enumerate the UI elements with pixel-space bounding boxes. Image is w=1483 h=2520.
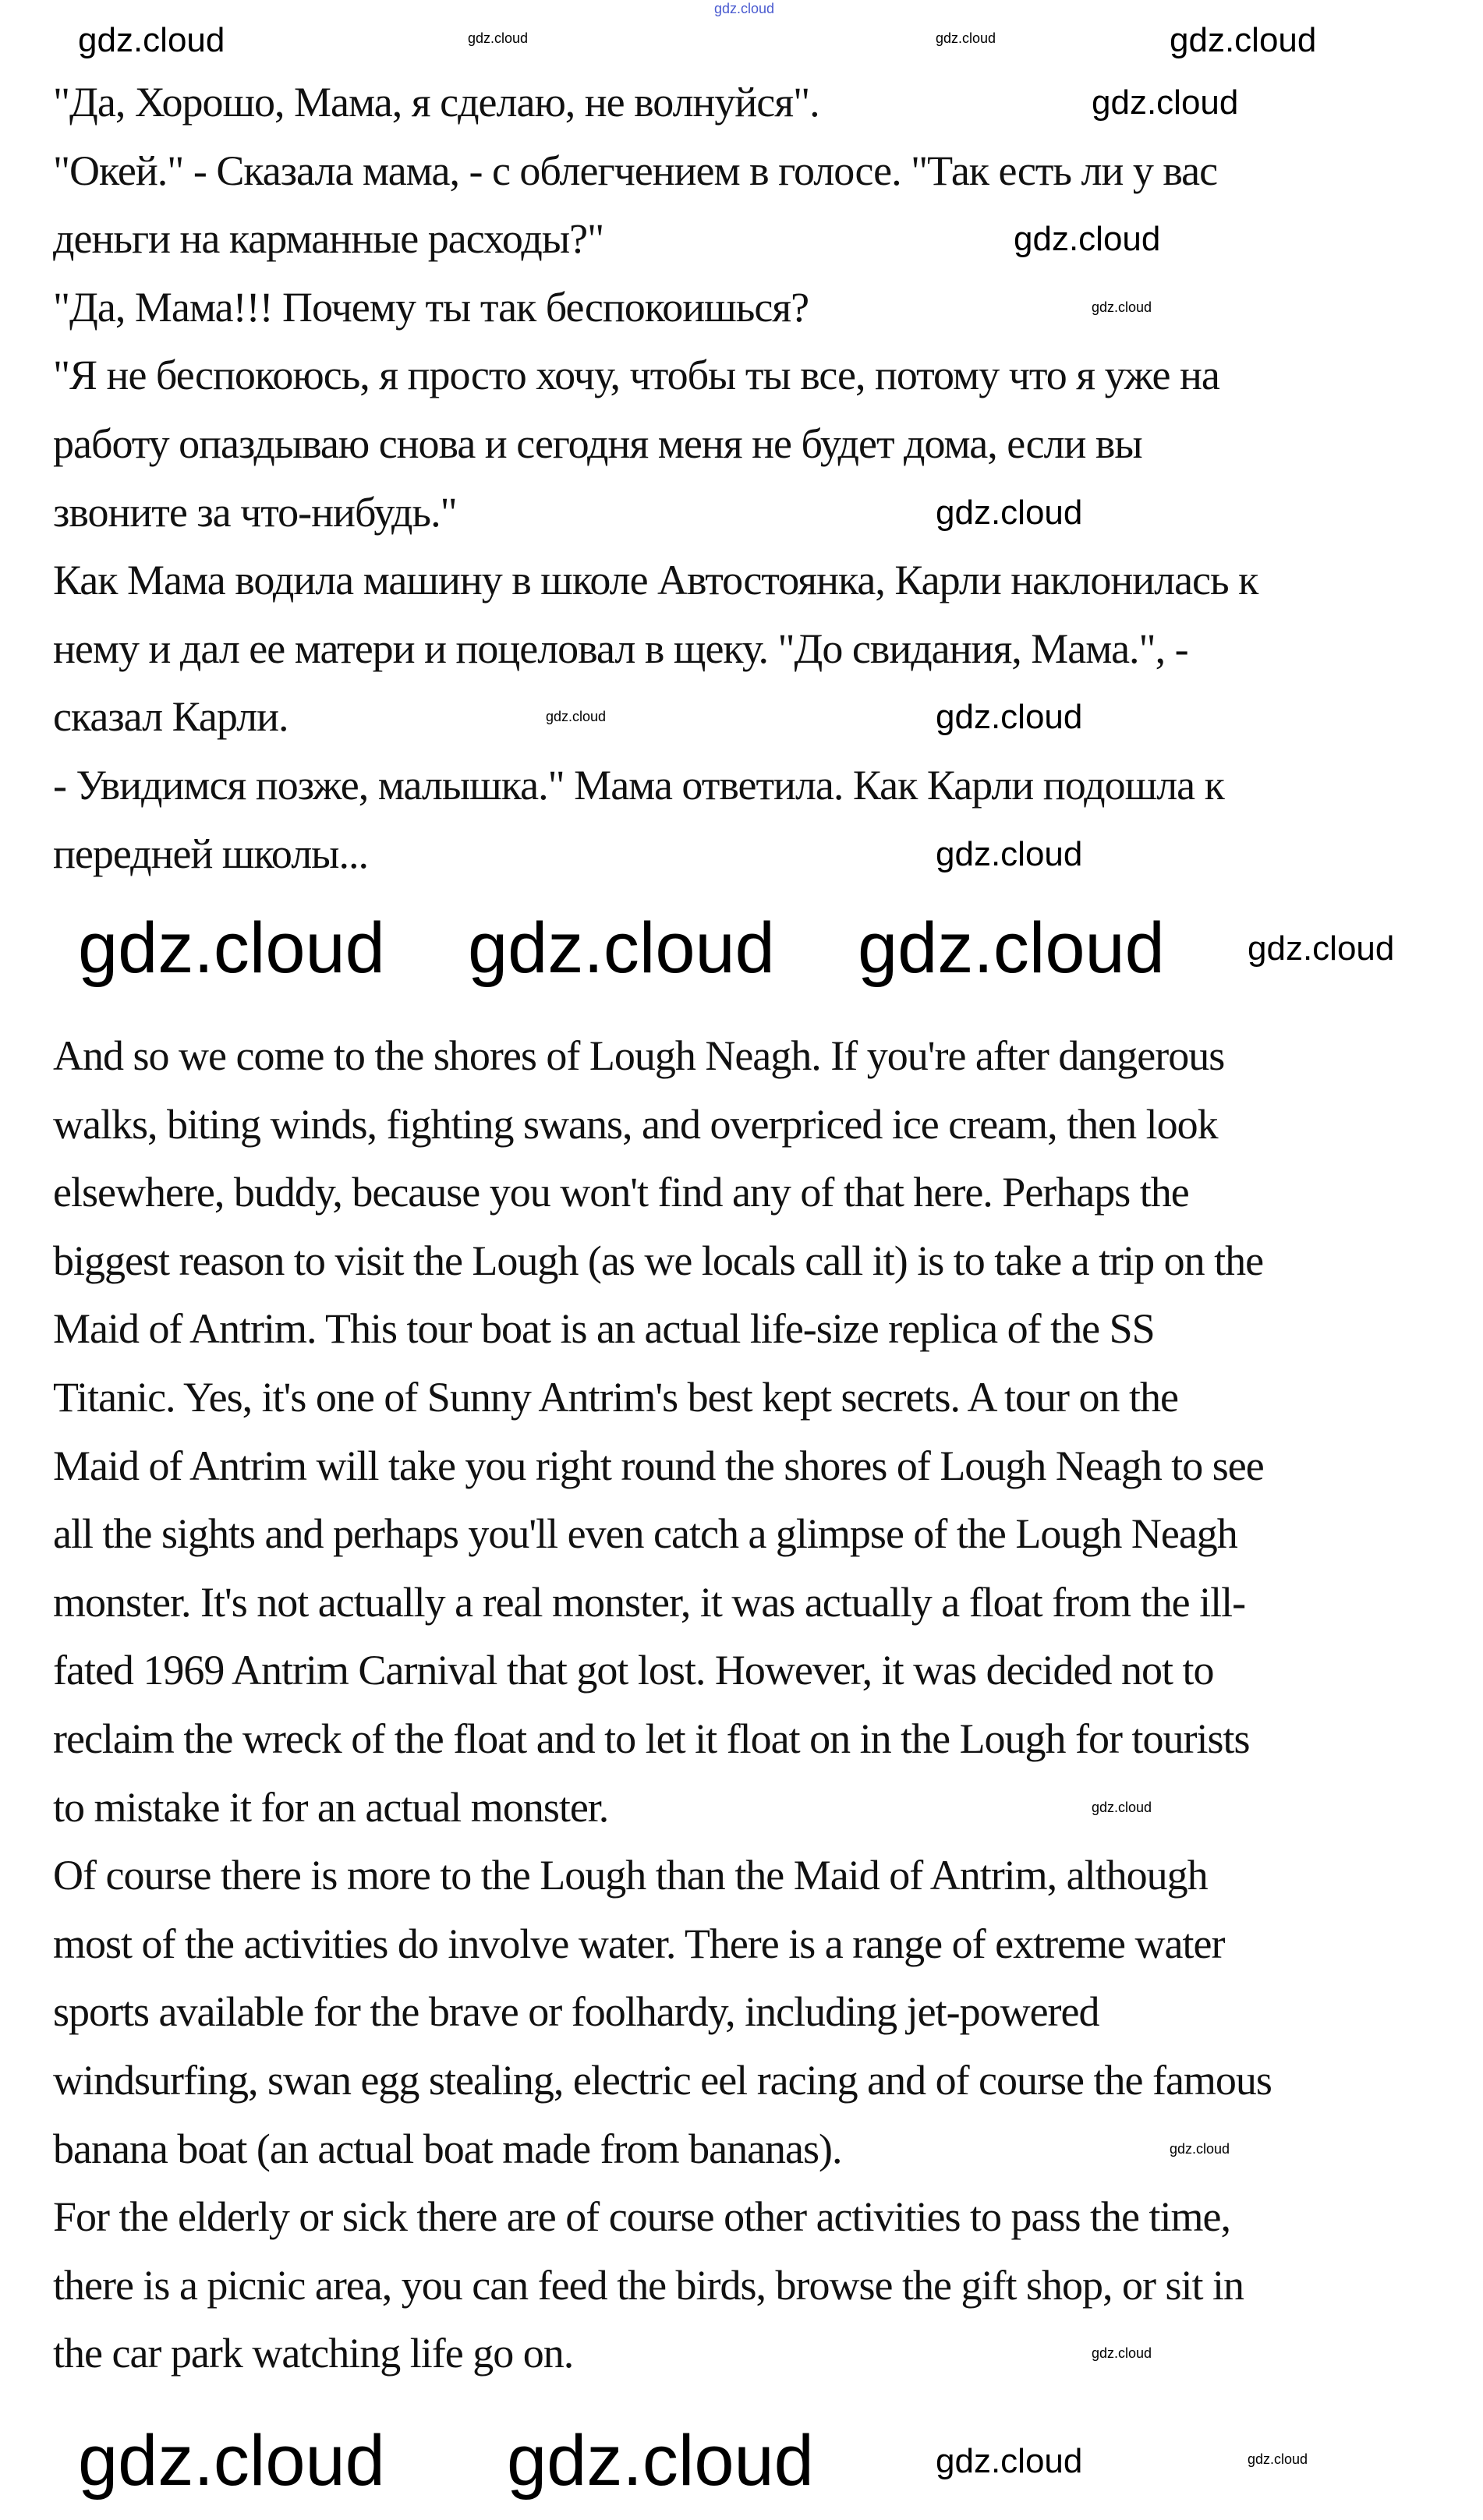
watermark: gdz.cloud [936, 835, 1083, 873]
text-line: "Окей." - Сказала мама, - с облегчением в голосе. "Так есть ли у вас [53, 147, 1218, 194]
text-line: there is a picnic area, you can feed the birds, browse the gift shop, or sit in [53, 2261, 1244, 2309]
text-line: reclaim the wreck of the float and to let it float on in the Lough for tourists [53, 1715, 1250, 1762]
watermark: gdz.cloud [714, 1, 775, 16]
text-line: "Да, Мама!!! Почему ты так беспокоишься? [53, 283, 809, 331]
text-line: нему и дал ее матери и поцеловал в щеку. "До свидания, Мама.", - [53, 625, 1188, 672]
text-line: windsurfing, swan egg stealing, electric eel racing and of course the famous [53, 2056, 1272, 2104]
text-line: most of the activities do involve water. There is a range of extreme water [53, 1920, 1225, 1967]
text-line: the car park watching life go on. [53, 2330, 574, 2377]
text-line: monster. It's not actually a real monster, it was actually a float from the ill- [53, 1578, 1246, 1626]
text-line: "Я не беспокоюсь, я просто хочу, чтобы ты все, потому что я уже на [53, 352, 1219, 399]
watermark: gdz.cloud [78, 2421, 385, 2501]
watermark: gdz.cloud [1248, 929, 1395, 968]
text-line: For the elderly or sick there are of course other activities to pass the time, [53, 2193, 1230, 2241]
text-line: Titanic. Yes, it's one of Sunny Antrim's best kept secrets. A tour on the [53, 1373, 1178, 1421]
watermark: gdz.cloud [936, 494, 1083, 532]
watermark: gdz.cloud [1170, 21, 1317, 59]
watermark: gdz.cloud [1092, 2345, 1152, 2361]
text-line: деньги на карманные расходы?" [53, 215, 604, 263]
text-line: сказал Карли. [53, 693, 288, 741]
watermark: gdz.cloud [858, 908, 1165, 988]
text-line: - Увидимся позже, малышка." Мама ответила. Как Карли подошла к [53, 761, 1224, 809]
text-line: передней школы... [53, 830, 368, 877]
watermark: gdz.cloud [546, 709, 607, 724]
watermark: gdz.cloud [1170, 2141, 1230, 2157]
watermark: gdz.cloud [468, 30, 529, 46]
text-line: banana boat (an actual boat made from bananas). [53, 2125, 842, 2172]
text-line: elsewhere, buddy, because you won't find any of that here. Perhaps the [53, 1169, 1189, 1216]
watermark: gdz.cloud [468, 908, 775, 988]
watermark: gdz.cloud [936, 30, 996, 46]
text-line: Maid of Antrim will take you right round the shores of Lough Neagh to see [53, 1442, 1264, 1489]
text-line: Maid of Antrim. This tour boat is an actual life-size replica of the SS [53, 1305, 1155, 1353]
text-line: Как Мама водила машину в школе Автостоянка, Карли наклонилась к [53, 557, 1258, 604]
watermark: gdz.cloud [78, 908, 385, 988]
watermark: gdz.cloud [1248, 2451, 1308, 2467]
text-line: sports available for the brave or foolhardy, including jet-powered [53, 1988, 1099, 2036]
text-line: Of course there is more to the Lough than the Maid of Antrim, although [53, 1852, 1208, 1899]
watermark: gdz.cloud [78, 21, 225, 59]
text-line: all the sights and perhaps you'll even catch a glimpse of the Lough Neagh [53, 1510, 1237, 1558]
english-text-block [53, 1022, 1272, 2388]
watermark: gdz.cloud [1014, 220, 1161, 258]
text-line: to mistake it for an actual monster. [53, 1783, 609, 1831]
watermark: gdz.cloud [936, 2442, 1083, 2480]
watermark: gdz.cloud [1092, 83, 1239, 122]
text-line: работу опаздываю снова и сегодня меня не будет дома, если вы [53, 419, 1142, 467]
watermark: gdz.cloud [507, 2421, 814, 2501]
watermark: gdz.cloud [936, 698, 1083, 736]
watermark: gdz.cloud [1092, 1800, 1152, 1815]
watermark: gdz.cloud [1092, 299, 1152, 315]
text-line: "Да, Хорошо, Мама, я сделаю, не волнуйся". [53, 79, 819, 126]
text-line: walks, biting winds, fighting swans, and overpriced ice cream, then look [53, 1100, 1218, 1148]
russian-text-block [53, 69, 1258, 888]
text-line: звоните за что-нибудь." [53, 488, 457, 536]
text-line: And so we come to the shores of Lough Neagh. If you're after dangerous [53, 1032, 1225, 1079]
text-line: biggest reason to visit the Lough (as we locals call it) is to take a trip on the [53, 1237, 1264, 1284]
text-line: fated 1969 Antrim Carnival that got lost. However, it was decided not to [53, 1647, 1214, 1694]
